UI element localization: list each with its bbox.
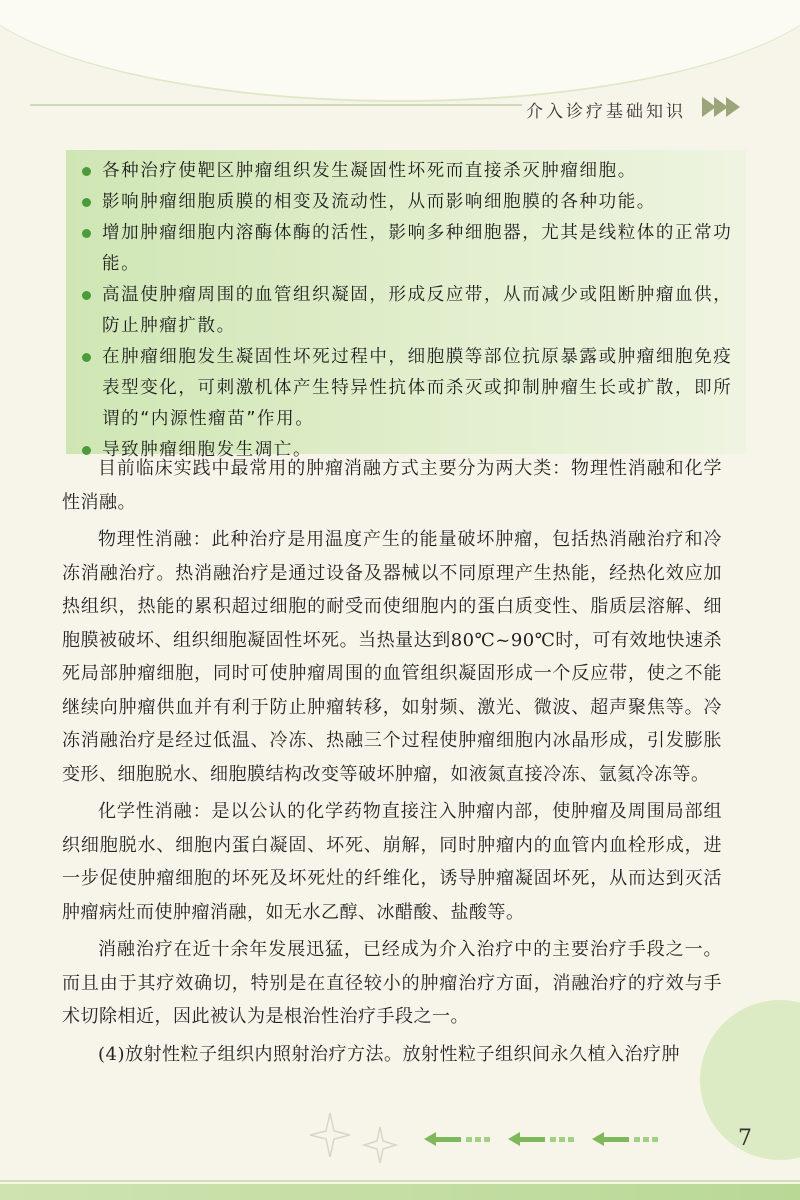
list-item-text: 各种治疗使靶区肿瘤组织发生凝固性坏死而直接杀灭肿瘤细胞。	[102, 161, 637, 181]
bullet-dot-icon	[82, 353, 91, 362]
page-number: 7	[738, 1126, 752, 1151]
list-item-text: 增加肿瘤细胞内溶酶体酶的活性，影响多种细胞器，尤其是线粒体的正常功能。	[102, 223, 733, 274]
list-item	[82, 280, 734, 342]
list-item	[82, 156, 734, 187]
list-item-text: 高温使肿瘤周围的血管组织凝固，形成反应带，从而减少或阻断肿瘤血供，防止肿瘤扩散。	[102, 285, 733, 336]
bullet-dot-icon	[82, 198, 91, 207]
list-item	[82, 342, 734, 435]
bullet-box	[66, 150, 746, 460]
list-item	[82, 187, 734, 218]
list-item-text: 导致肿瘤细胞发生凋亡。	[102, 440, 313, 460]
paragraph: 消融治疗在近十余年发展迅猛，已经成为介入治疗中的主要治疗手段之一。而且由于其疗效确切，特别是在直径较小的肿瘤治疗方面，消融治疗的疗效与手术切除相近，因此被认为是根治性治疗手段之一。	[62, 939, 722, 1027]
arrow-left-icon	[592, 1132, 658, 1146]
bullet-list	[66, 150, 746, 466]
list-item	[82, 218, 734, 280]
chevron-right-icon	[704, 97, 740, 117]
list-item-text: 在肿瘤细胞发生凝固性坏死过程中，细胞膜等部位抗原暴露或肿瘤细胞免疫表型变化，可刺激机体产生特异性抗体而杀灭或抑制肿瘤生长或扩散，即所谓的“内源性瘤苗”作用。	[102, 347, 733, 429]
footer-band	[0, 1184, 800, 1200]
bullet-dot-icon	[82, 291, 91, 300]
bullet-dot-icon	[82, 229, 91, 238]
section-title: 介入诊疗基础知识	[522, 97, 690, 122]
list-item-text: 影响肿瘤细胞质膜的相变及流动性，从而影响细胞膜的各种功能。	[102, 192, 656, 212]
footer-arrows	[424, 1132, 658, 1146]
sparkle-icon	[300, 1105, 420, 1175]
arrow-left-icon	[508, 1132, 574, 1146]
bullet-dot-icon	[82, 167, 91, 176]
paragraph: 目前临床实践中最常用的肿瘤消融方式主要分为两大类：物理性消融和化学性消融。	[62, 458, 722, 513]
paragraph: (4)放射性粒子组织内照射治疗方法。放射性粒子组织间永久植入治疗肿	[98, 1043, 680, 1065]
paragraph: 化学性消融：是以公认的化学药物直接注入肿瘤内部，使肿瘤及周围局部组织细胞脱水、细胞内蛋白凝固、坏死、崩解，同时肿瘤内的血管内血栓形成，进一步促使肿瘤细胞的坏死及坏死灶的纤维化，诱导肿瘤凝固坏死，从而达到灭活肿瘤病灶而使肿瘤消融，如无水乙醇、冰醋酸、盐酸等。	[62, 801, 722, 923]
page-header	[0, 0, 800, 130]
body-text	[62, 452, 722, 1075]
paragraph: 物理性消融：此种治疗是用温度产生的能量破坏肿瘤，包括热消融治疗和冷冻消融治疗。热消融治疗是通过设备及器械以不同原理产生热能，经热化效应加热组织，热能的累积超过细胞的耐受而使细胞内的蛋白质变性、脂质层溶解、细胞膜被破坏、组织细胞凝固性坏死。当热量达到80℃~90℃时，可有效地快速杀死局部肿瘤细胞，同时可使肿瘤周围的血管组织凝固形成一个反应带，使之不能继续向肿瘤供血并有利于防止肿瘤转移，如射频、激光、微波、超声聚焦等。冷冻消融治疗是经过低温、冷冻、热融三个过程使肿瘤细胞内冰晶形成，引发膨胀变形、细胞脱水、细胞膜结构改变等破坏肿瘤，如液氮直接冷冻、氩氦冷冻等。	[62, 529, 722, 785]
arrow-left-icon	[424, 1132, 490, 1146]
footer-rule	[0, 1180, 800, 1182]
